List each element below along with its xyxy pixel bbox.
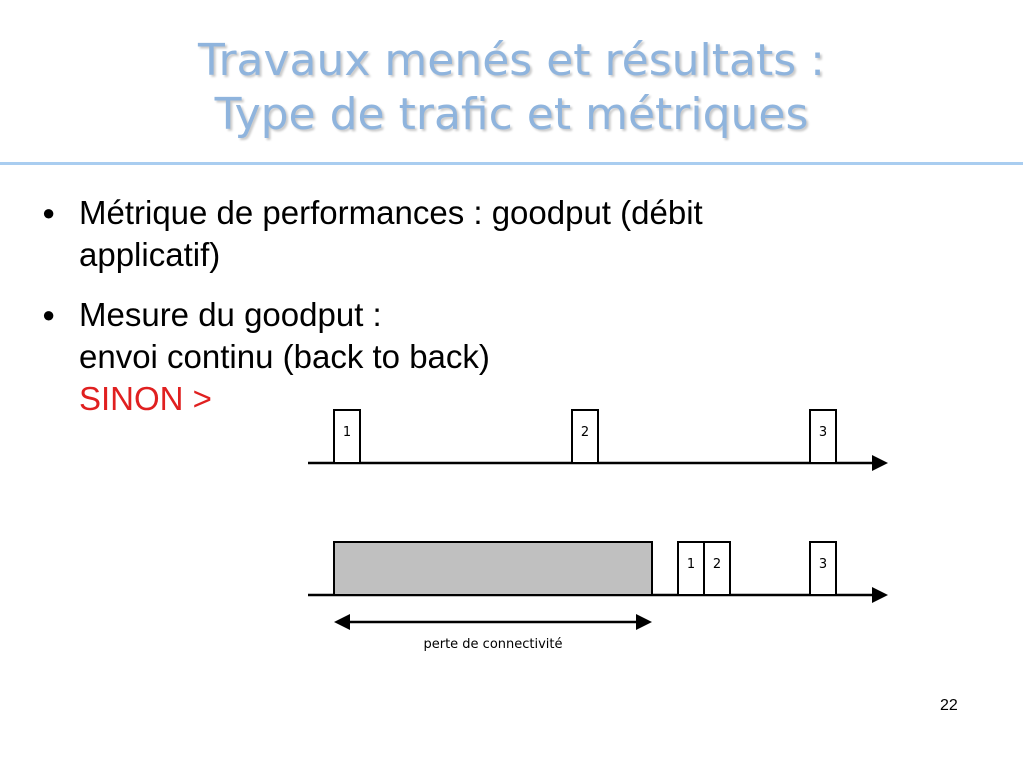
slide-title-line-2: Type de trafic et métriques: [214, 89, 809, 140]
packet-label: 1: [342, 425, 352, 440]
bullet-text: envoi continu (back to back): [79, 338, 490, 375]
interval-label: perte de connectivité: [423, 637, 563, 652]
arrowhead-icon: [872, 587, 888, 603]
title-divider: [0, 162, 1023, 165]
packet-label: 3: [818, 557, 828, 572]
bullet-dot-icon: ●: [42, 302, 56, 327]
bullet-text: applicatif): [79, 236, 221, 273]
outage-block: [334, 542, 652, 595]
arrowhead-icon: [872, 455, 888, 471]
bullet-text-accent: SINON >: [79, 380, 212, 417]
traffic-diagram: [300, 400, 900, 660]
bullet-text: Métrique de performances : goodput (débit: [79, 194, 703, 231]
arrowhead-left-icon: [334, 614, 350, 630]
page-number: 22: [940, 697, 958, 714]
packet-label: 2: [712, 557, 722, 572]
packet-label: 1: [686, 557, 696, 572]
arrowhead-right-icon: [636, 614, 652, 630]
bullet-dot-icon: ●: [42, 200, 56, 225]
bullet-text: Mesure du goodput :: [79, 296, 382, 333]
packet-label: 3: [818, 425, 828, 440]
slide-title-line-1: Travaux menés et résultats :: [198, 35, 825, 86]
slide-title: [0, 34, 1023, 142]
packet-label: 2: [580, 425, 590, 440]
bullet-item-metric: [42, 192, 942, 276]
